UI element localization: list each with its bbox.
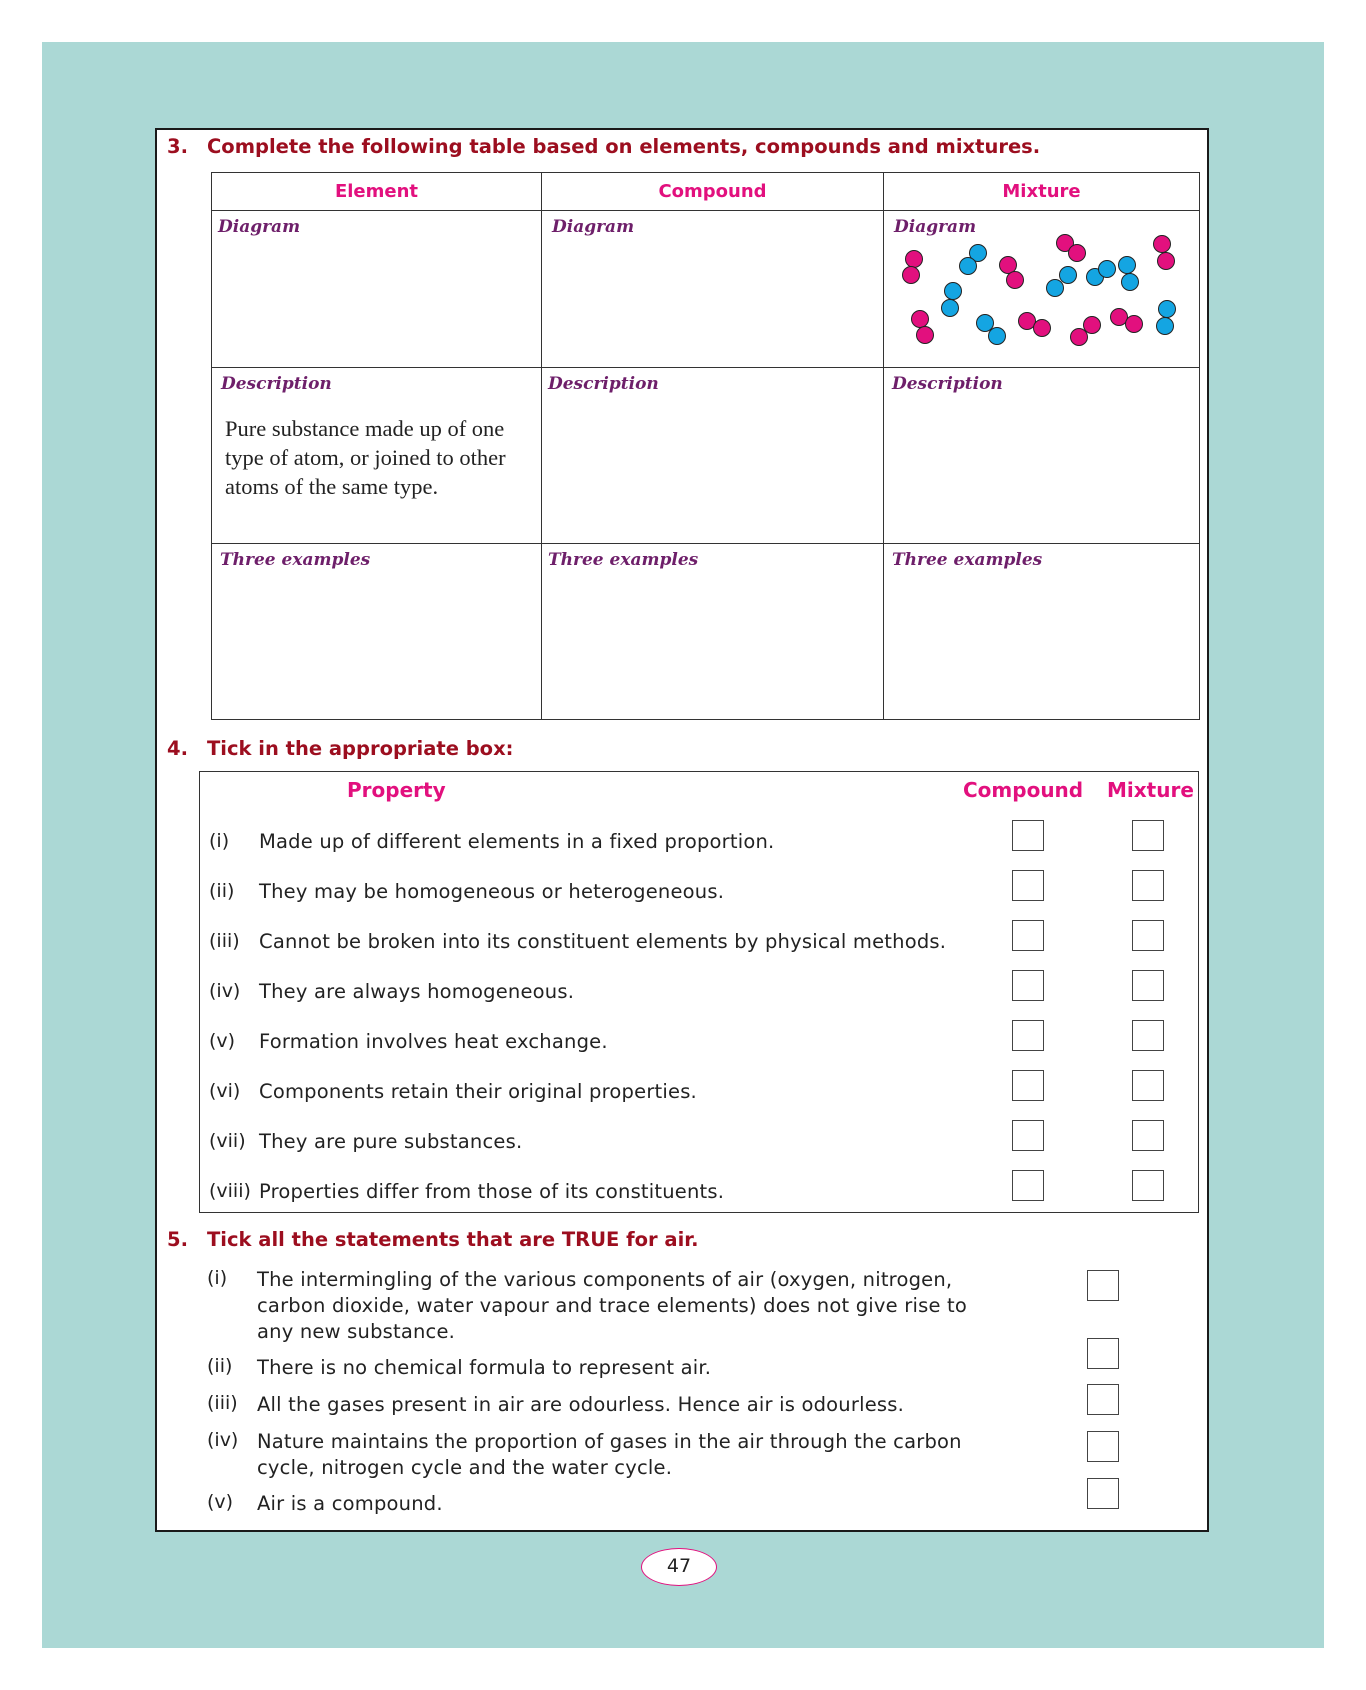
- pink-particle: [912, 311, 929, 328]
- row-number: (iii): [207, 1392, 238, 1414]
- compound-examples-cell[interactable]: [542, 544, 884, 720]
- blue-particle: [1047, 280, 1064, 297]
- row-number: (vii): [209, 1130, 246, 1152]
- property-row: [200, 1171, 1198, 1211]
- row-number: (v): [207, 1491, 234, 1513]
- row-text: They are always homogeneous.: [259, 980, 575, 1003]
- compound-checkbox[interactable]: [1012, 820, 1044, 851]
- element-examples-cell[interactable]: [212, 544, 542, 720]
- mixture-particles-diagram: [884, 211, 1200, 367]
- question-4-number: 4.: [167, 737, 188, 760]
- header-mixture: Mixture: [884, 173, 1200, 211]
- row-number: (ii): [209, 880, 235, 902]
- true-checkbox[interactable]: [1087, 1384, 1119, 1415]
- row-number: (ii): [207, 1355, 233, 1377]
- compound-diagram-label: Diagram: [552, 217, 635, 237]
- compound-diagram-cell[interactable]: [542, 211, 884, 368]
- question-5-heading: [167, 1228, 699, 1251]
- compound-checkbox[interactable]: [1012, 870, 1044, 901]
- compound-checkbox[interactable]: [1012, 1170, 1044, 1201]
- row-text: They may be homogeneous or heterogeneous.: [259, 880, 725, 903]
- question-5-number: 5.: [167, 1228, 188, 1251]
- row-text: Components retain their original properties.: [259, 1080, 697, 1103]
- pink-particle: [1034, 320, 1051, 337]
- blue-particle: [977, 315, 994, 332]
- blue-particle: [960, 258, 977, 275]
- question-5-title: Tick all the statements that are TRUE for air.: [207, 1228, 699, 1251]
- property-row: [200, 1071, 1198, 1111]
- mixture-description-label: Description: [892, 374, 1003, 394]
- page-number: 47: [641, 1548, 717, 1586]
- mixture-checkbox[interactable]: [1132, 920, 1164, 951]
- compound-description-cell[interactable]: [542, 368, 884, 544]
- pink-particle: [1111, 309, 1128, 326]
- pink-particle: [1154, 236, 1171, 253]
- blue-particle: [1157, 318, 1174, 335]
- blue-particle: [1099, 261, 1116, 278]
- mixture-checkbox[interactable]: [1132, 970, 1164, 1001]
- blue-particle: [1159, 301, 1176, 318]
- pink-particle: [1071, 329, 1088, 346]
- question-4-title: Tick in the appropriate box:: [207, 737, 514, 760]
- row-number: (vi): [209, 1080, 241, 1102]
- compound-checkbox[interactable]: [1012, 1070, 1044, 1101]
- property-row: [200, 1021, 1198, 1061]
- question-3-title: Complete the following table based on elements, compounds and mixtures.: [207, 135, 1041, 158]
- true-checkbox[interactable]: [1087, 1270, 1119, 1301]
- row-text: All the gases present in air are odourless. Hence air is odourless.: [257, 1393, 905, 1416]
- pink-particle: [1000, 257, 1017, 274]
- blue-particle: [1122, 274, 1139, 291]
- question-4-heading: [167, 737, 513, 760]
- element-compound-mixture-table: [211, 172, 1200, 720]
- compound-checkbox[interactable]: [1012, 1120, 1044, 1151]
- mixture-examples-cell[interactable]: [884, 544, 1200, 720]
- pink-particle: [1007, 272, 1024, 289]
- row-text: Made up of different elements in a fixed proportion.: [259, 830, 775, 853]
- true-checkbox[interactable]: [1087, 1478, 1119, 1509]
- mixture-examples-label: Three examples: [892, 550, 1043, 570]
- mixture-checkbox[interactable]: [1132, 1120, 1164, 1151]
- row-text: They are pure substances.: [259, 1130, 523, 1153]
- header-element: Element: [212, 173, 542, 211]
- header-compound: Compound: [542, 173, 884, 211]
- row-number: (iv): [207, 1429, 239, 1451]
- property-row: [200, 871, 1198, 911]
- element-description-cell: [212, 368, 542, 544]
- blue-particle: [989, 328, 1006, 345]
- mixture-diagram-cell: [884, 211, 1200, 368]
- property-row: [200, 921, 1198, 961]
- mixture-diagram-label: Diagram: [894, 217, 977, 237]
- pink-particle: [1069, 245, 1086, 262]
- pink-particle: [917, 327, 934, 344]
- mixture-checkbox[interactable]: [1132, 1070, 1164, 1101]
- pink-particle: [1019, 313, 1036, 330]
- row-text: There is no chemical formula to represent air.: [257, 1356, 712, 1379]
- row-number: (viii): [209, 1180, 251, 1202]
- element-diagram-label: Diagram: [218, 217, 301, 237]
- pink-particle: [903, 267, 920, 284]
- question-3-heading: [167, 135, 1040, 158]
- row-text: Cannot be broken into its constituent elements by physical methods.: [259, 930, 947, 953]
- blue-particle: [1060, 267, 1077, 284]
- mixture-checkbox[interactable]: [1132, 870, 1164, 901]
- element-description-label: Description: [221, 374, 332, 394]
- column-compound: Compound: [963, 778, 1084, 802]
- mixture-checkbox[interactable]: [1132, 1020, 1164, 1051]
- row-number: (i): [209, 830, 230, 852]
- row-number: (i): [207, 1267, 228, 1289]
- mixture-description-cell[interactable]: [884, 368, 1200, 544]
- true-checkbox[interactable]: [1087, 1338, 1119, 1369]
- element-description-text: Pure substance made up of one type of atom, or joined to other atoms of the same type.: [225, 416, 506, 499]
- compound-checkbox[interactable]: [1012, 970, 1044, 1001]
- property-tick-box: [199, 771, 1199, 1213]
- question-3-number: 3.: [167, 135, 188, 158]
- column-property: Property: [347, 778, 446, 802]
- row-text: Air is a compound.: [257, 1492, 443, 1515]
- compound-description-label: Description: [548, 374, 659, 394]
- mixture-checkbox[interactable]: [1132, 820, 1164, 851]
- blue-particle: [942, 300, 959, 317]
- blue-particle: [1119, 257, 1136, 274]
- property-row: [200, 1121, 1198, 1161]
- column-mixture: Mixture: [1107, 778, 1194, 802]
- property-row: [200, 821, 1198, 861]
- true-checkbox[interactable]: [1087, 1431, 1119, 1462]
- property-row: [200, 971, 1198, 1011]
- pink-particle: [1158, 253, 1175, 270]
- pink-particle: [906, 251, 923, 268]
- element-examples-label: Three examples: [220, 550, 371, 570]
- mixture-checkbox[interactable]: [1132, 1170, 1164, 1201]
- compound-examples-label: Three examples: [548, 550, 699, 570]
- row-number: (iv): [209, 980, 241, 1002]
- blue-particle: [945, 283, 962, 300]
- row-text: Formation involves heat exchange.: [259, 1030, 608, 1053]
- compound-checkbox[interactable]: [1012, 1020, 1044, 1051]
- row-text: Nature maintains the proportion of gases in the air through the carbon cycle, nitrogen cycle and the water cycle.: [257, 1430, 962, 1479]
- worksheet-page: [155, 128, 1209, 1532]
- row-number: (iii): [209, 930, 240, 952]
- row-text: The intermingling of the various components of air (oxygen, nitrogen, carbon dioxide, water vapour and trace elements) does not give rise to any new substance.: [257, 1268, 968, 1343]
- pink-particle: [1126, 316, 1143, 333]
- row-text: Properties differ from those of its constituents.: [259, 1180, 725, 1203]
- element-diagram-cell[interactable]: [212, 211, 542, 368]
- compound-checkbox[interactable]: [1012, 920, 1044, 951]
- pink-particle: [1084, 317, 1101, 334]
- row-number: (v): [209, 1030, 236, 1052]
